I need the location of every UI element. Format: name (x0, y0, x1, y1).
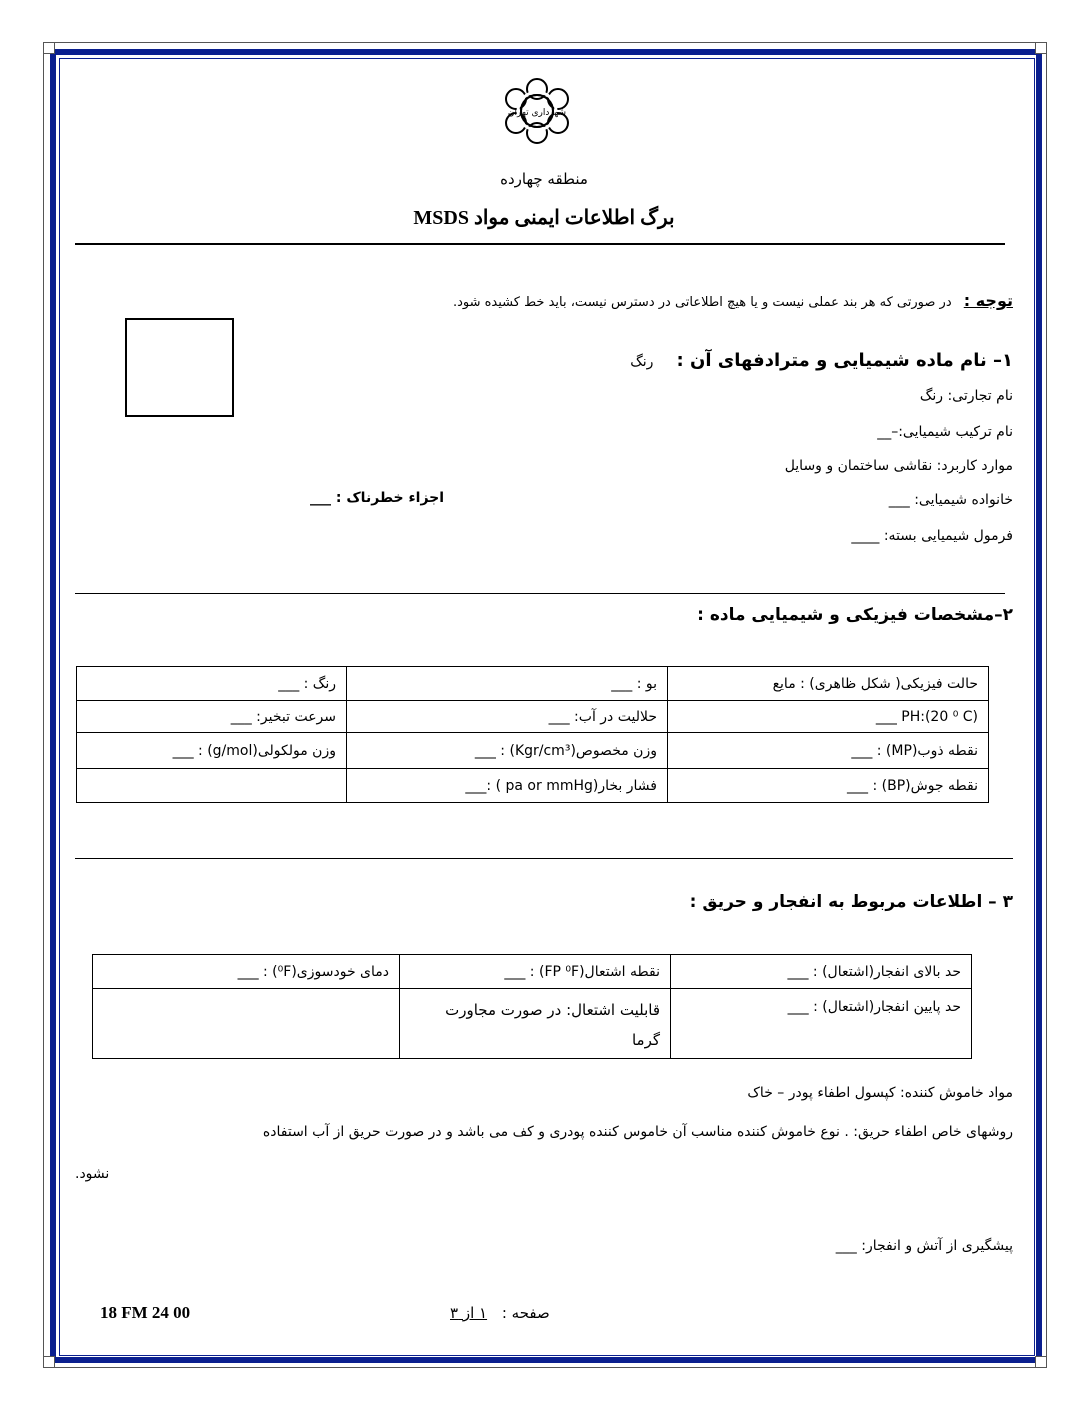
table-cell: نقطه اشتعال(FP ⁰F) : ___ (400, 955, 671, 989)
fire-explosion-table (92, 954, 972, 1059)
table-cell: بو : ___ (347, 667, 668, 701)
notice-line (453, 291, 1013, 310)
table-row (77, 701, 989, 733)
table-cell: حالت فیزیکی( شکل ظاهری) : مایع (668, 667, 989, 701)
extinguishing-media: مواد خاموش کننده: کپسول اطفاء پودر – خاک (747, 1085, 1013, 1101)
table-row (77, 769, 989, 803)
page-number (450, 1304, 550, 1322)
page-label: صفحه : (501, 1304, 550, 1322)
notice-label: توجه : (963, 291, 1013, 310)
flammability-cont: گرما (631, 1031, 660, 1049)
table-cell (400, 989, 671, 1059)
table-cell: حد پایین انفجار(اشتعال) : ___ (671, 989, 972, 1059)
frame-corner (1035, 1356, 1047, 1368)
title-divider (75, 243, 1005, 245)
table-cell: وزن مولکولی(g/mol) : ___ (77, 733, 347, 769)
table-row (77, 667, 989, 701)
section1-heading: ۱– نام ماده شیمیایی و مترادفهای آن : (676, 350, 1013, 371)
trade-name: نام تجارتی: رنگ (919, 388, 1013, 404)
chemical-formula: فرمول شیمیایی بسته: ____ (851, 528, 1013, 544)
table-cell: دمای خودسوزی(⁰F) : ___ (93, 955, 400, 989)
logo-text: شهرداری تهران (507, 108, 567, 118)
table-cell: فشار بخار(pa or mmHg ) :___ (347, 769, 668, 803)
table-cell: سرعت تبخیر: ___ (77, 701, 347, 733)
chemical-family: خانواده شیمیایی: ___ (888, 492, 1013, 508)
section2-heading: ۲–مشخصات فیزیکی و شیمیایی ماده : (697, 605, 1013, 625)
frame-corner (1035, 42, 1047, 54)
table-cell: نقطه ذوب(MP) : ___ (668, 733, 989, 769)
form-code: 18 FM 24 00 (100, 1303, 191, 1322)
notice-text: در صورتی که هر بند عملی نیست و یا هیچ اطلاعاتی در دسترس نیست، باید خط کشیده شود. (452, 295, 952, 310)
table-cell (93, 989, 400, 1059)
page-value: ۱ از ۳ (450, 1304, 488, 1322)
frame-corner (43, 1356, 55, 1368)
section1-heading-line (630, 350, 1013, 371)
hazardous-components: اجزاء خطرناک : ___ (310, 490, 445, 506)
section1-heading-value: رنگ (630, 354, 654, 370)
table-cell: حلالیت در آب: ___ (347, 701, 668, 733)
frame-corner (43, 42, 55, 54)
page-title: برگ اطلاعات ایمنی مواد MSDS (413, 207, 675, 229)
compound-name: نام ترکیب شیمیایی:–__ (877, 424, 1013, 440)
special-firefighting-methods: روشهای خاص اطفاء حریق: . نوع خاموش کننده مناسب آن خاموس کننده پودری و کف می باشد و در صورت حریق از آب استفاده (262, 1124, 1013, 1140)
image-placeholder-box (125, 318, 234, 417)
table-cell: وزن مخصوص(Kgr/cm³) : ___ (347, 733, 668, 769)
fire-prevention: پیشگیری از آتش و انفجار: ___ (835, 1238, 1013, 1254)
table-cell: PH:(20 ⁰ C) ___ (668, 701, 989, 733)
flammability: قابلیت اشتعال: در صورت مجاورت (445, 1001, 660, 1019)
table-row (93, 955, 972, 989)
usage: موارد کاربرد: نقاشی ساختمان و وسایل (784, 458, 1013, 474)
table-cell: رنگ : ___ (77, 667, 347, 701)
physical-properties-table (76, 666, 989, 803)
table-cell: نقطه جوش(BP) : ___ (668, 769, 989, 803)
table-cell: حد بالای انفجار(اشتعال) : ___ (671, 955, 972, 989)
section3-heading: ۳ – اطلاعات مربوط به انفجار و حریق : (689, 892, 1013, 912)
tehran-municipality-logo (494, 75, 580, 147)
table-row (93, 989, 972, 1059)
table-row (77, 733, 989, 769)
org-name: منطقه چهارده (500, 170, 588, 188)
section2-divider (75, 858, 1013, 859)
section1-divider (75, 593, 1005, 594)
special-firefighting-methods-cont: نشود. (75, 1166, 110, 1182)
table-cell (77, 769, 347, 803)
